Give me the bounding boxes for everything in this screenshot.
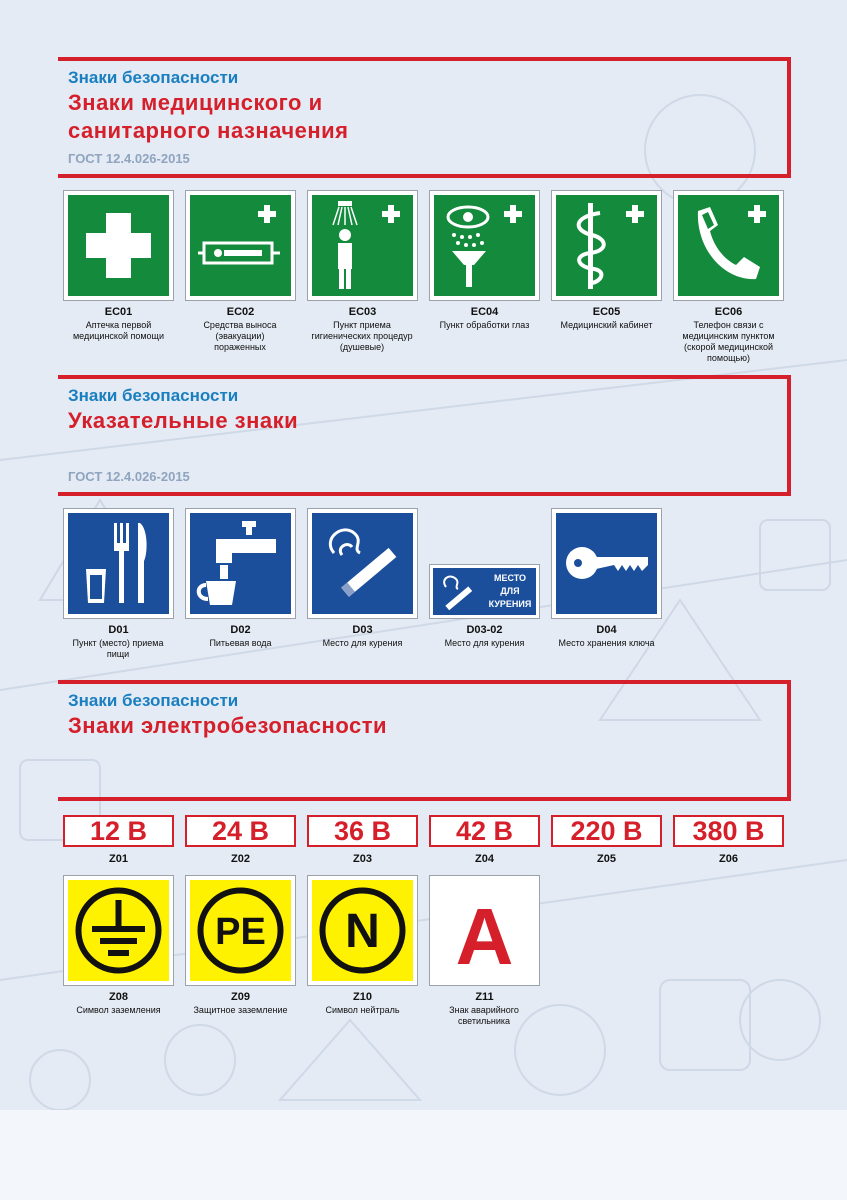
- background-bottom-band: [0, 1110, 847, 1200]
- sign-caption: Телефон связи с медицинским пунктом (скорой медицинской помощью): [682, 320, 775, 363]
- voltage-plate: 12 В: [63, 815, 174, 847]
- section-standard: ГОСТ 12.4.026-2015: [68, 151, 190, 166]
- sign-code: EC03: [348, 306, 377, 318]
- sign-code: Z08: [109, 991, 128, 1003]
- voltage-plate: 36 В: [307, 815, 418, 847]
- phone-icon: [674, 191, 783, 300]
- sign-caption: Знак аварийного светильника: [449, 1005, 519, 1026]
- cigarette-icon: [308, 509, 417, 618]
- section-title: Указательные знаки: [68, 408, 299, 433]
- section-kicker: Знаки безопасности: [68, 386, 239, 405]
- neutral-sign-text: N: [345, 905, 380, 958]
- sign-code: Z06: [719, 853, 738, 865]
- sign-caption: Медицинский кабинет: [560, 320, 653, 330]
- key-icon: [552, 509, 661, 618]
- section-title: [68, 89, 349, 145]
- sign-caption: Место хранения ключа: [558, 638, 655, 648]
- sign-ec04: [429, 190, 540, 301]
- sign-code: D02: [230, 624, 251, 636]
- pe-icon: [186, 876, 295, 985]
- tap-water-icon: [186, 509, 295, 618]
- section-title: Знаки электробезопасности: [68, 713, 388, 738]
- shower-icon: [308, 191, 417, 300]
- eye-wash-icon: [430, 191, 539, 300]
- voltage-plate: 220 В: [551, 815, 662, 847]
- sign-ec05: [551, 190, 662, 301]
- sign-caption: Аптечка первой медицинской помощи: [72, 320, 164, 341]
- sign-z09: [185, 875, 296, 986]
- sign-caption: Символ нейтраль: [325, 1005, 400, 1015]
- emergency-sign-text: A: [455, 892, 514, 981]
- sign-d03: [307, 508, 418, 619]
- sign-code: EC04: [470, 306, 499, 318]
- sign-ec06: [673, 190, 784, 301]
- section-kicker: Знаки безопасности: [68, 691, 239, 710]
- sign-caption: Защитное заземление: [193, 1005, 288, 1015]
- neutral-icon: [308, 876, 417, 985]
- sign-d04: [551, 508, 662, 619]
- sign-caption: Место для курения: [322, 638, 403, 648]
- caduceus-icon: [552, 191, 661, 300]
- smoking-sign-text: ДЛЯ: [500, 586, 520, 596]
- sign-caption: Пункт обработки глаз: [439, 320, 530, 330]
- sign-caption: Пункт (место) приема пищи: [72, 638, 164, 659]
- sign-caption: Средства выноса (эвакуации) пораженных: [203, 320, 277, 352]
- sign-code: Z03: [353, 853, 372, 865]
- first-aid-cross-icon: [64, 191, 173, 300]
- sign-z11: [429, 875, 540, 986]
- sign-z08: [63, 875, 174, 986]
- pe-sign-text: PE: [215, 911, 266, 953]
- sign-code: D01: [108, 624, 129, 636]
- sign-caption: Питьевая вода: [209, 638, 272, 648]
- stretcher-icon: [186, 191, 295, 300]
- sign-ec02: [185, 190, 296, 301]
- sign-d03-02: [429, 564, 540, 619]
- section-title-line: Знаки медицинского и: [68, 90, 323, 115]
- voltage-plate: 42 В: [429, 815, 540, 847]
- sign-code: D04: [596, 624, 617, 636]
- voltage-plate: 380 В: [673, 815, 784, 847]
- smoking-sign-text: КУРЕНИЯ: [488, 599, 532, 609]
- sign-code: D03-02: [466, 624, 503, 636]
- sign-code: Z10: [353, 991, 372, 1003]
- sign-code: Z02: [231, 853, 250, 865]
- sign-code: Z11: [475, 991, 494, 1003]
- sign-code: EC05: [592, 306, 621, 318]
- sign-caption: Символ заземления: [76, 1005, 161, 1015]
- sign-code: Z09: [231, 991, 250, 1003]
- ground-icon: [64, 876, 173, 985]
- sign-code: D03: [352, 624, 373, 636]
- smoking-area-icon: [430, 565, 539, 618]
- sign-code: EC06: [714, 306, 743, 318]
- sign-ec03: [307, 190, 418, 301]
- smoking-sign-text: МЕСТО: [493, 573, 527, 583]
- voltage-plate: 24 В: [185, 815, 296, 847]
- sign-caption: Пункт приема гигиенических процедур (душевые): [311, 320, 413, 352]
- section-kicker: Знаки безопасности: [68, 68, 239, 87]
- sign-code: EC01: [104, 306, 133, 318]
- sign-z10: [307, 875, 418, 986]
- sign-ec01: [63, 190, 174, 301]
- sign-code: EC02: [226, 306, 255, 318]
- emergency-light-icon: [430, 876, 539, 985]
- sign-code: Z01: [109, 853, 128, 865]
- sign-caption: Место для курения: [444, 638, 525, 648]
- sign-d02: [185, 508, 296, 619]
- section-standard: ГОСТ 12.4.026-2015: [68, 469, 190, 484]
- sign-code: Z04: [475, 853, 494, 865]
- section-title-line: санитарного назначения: [68, 118, 349, 143]
- sign-code: Z05: [597, 853, 616, 865]
- sign-d01: [63, 508, 174, 619]
- cutlery-icon: [64, 509, 173, 618]
